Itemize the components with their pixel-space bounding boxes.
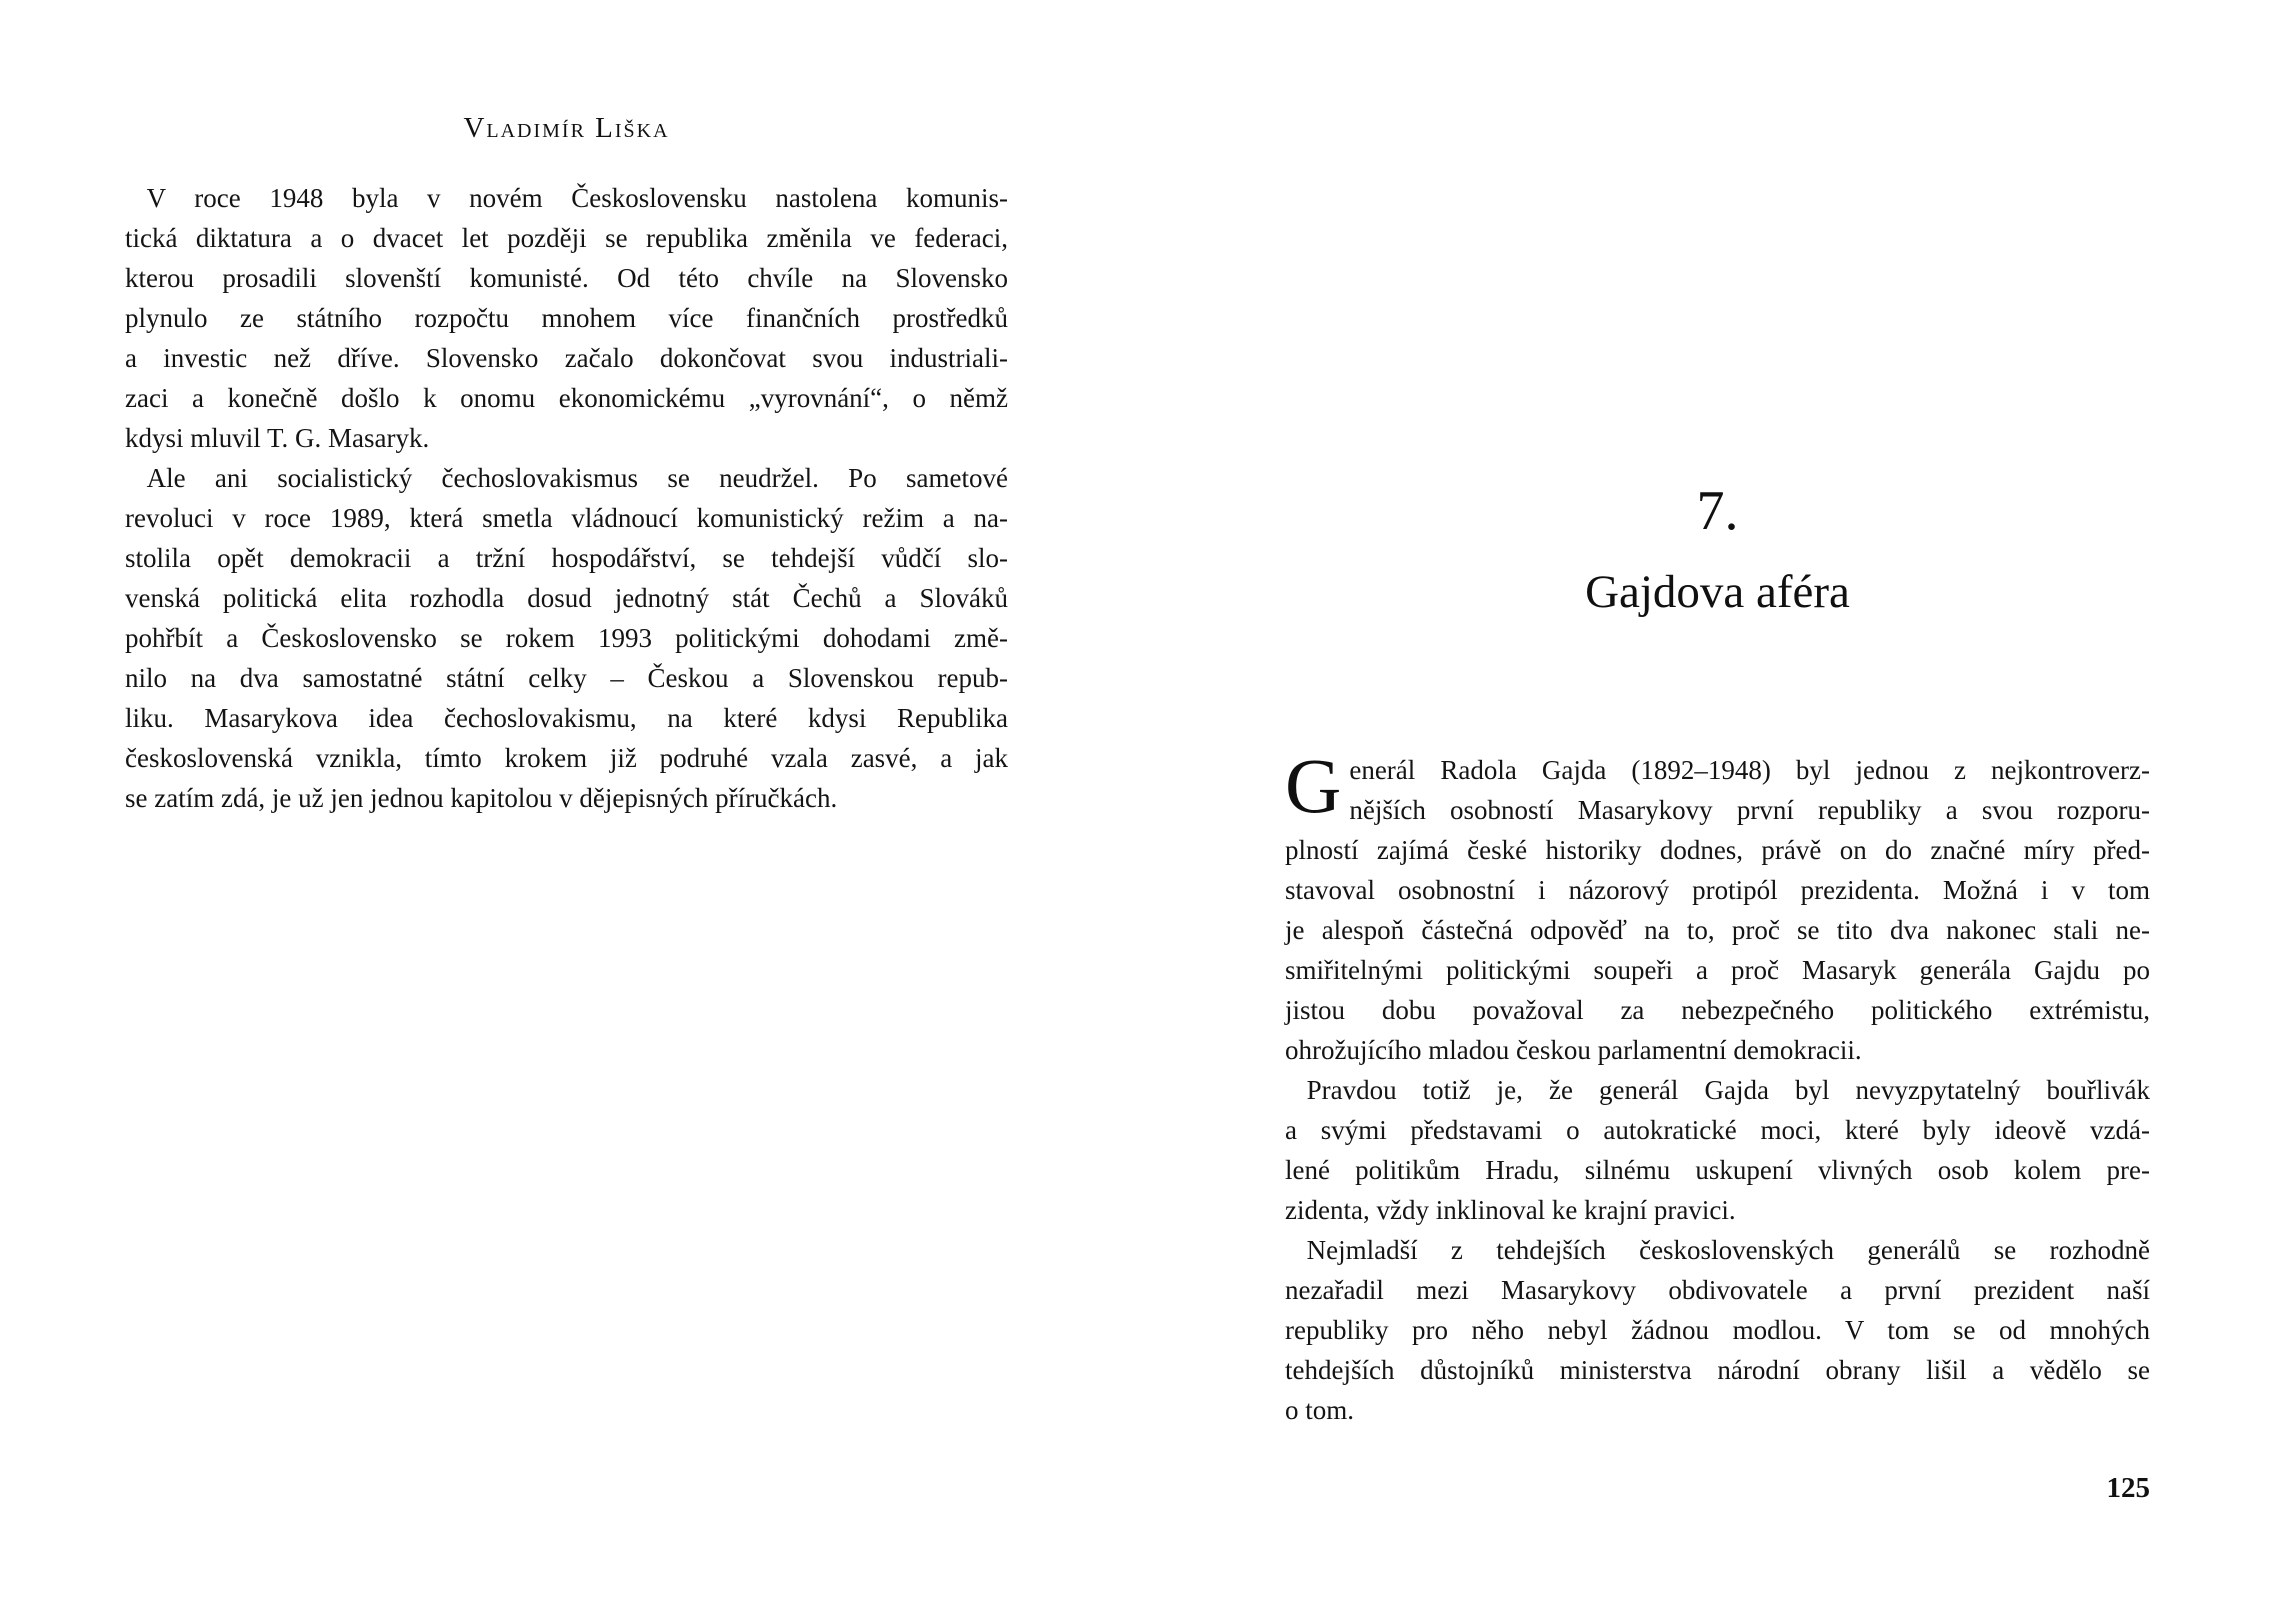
- text-line: a svými představami o autokratické moci, které byly ideově vzdá-: [1285, 1115, 2150, 1145]
- chapter-heading: [1285, 480, 2150, 620]
- text-line: československá vznikla, tímto krokem již podruhé vzala zasvé, a jak: [125, 743, 1008, 773]
- text-line: republiky pro něho nebyl žádnou modlou. V tom se od mnohých: [1285, 1315, 2150, 1345]
- text-line: jistou dobu považoval za nebezpečného politického extrémistu,: [1285, 995, 2150, 1025]
- text-line: plností zajímá české historiky dodnes, právě on do značné míry před-: [1285, 835, 2150, 865]
- right-text-block: [1285, 742, 2150, 1430]
- paragraph-lines: [125, 458, 1008, 818]
- drop-cap: G: [1285, 742, 1342, 829]
- text-line: o tom.: [1285, 1395, 1355, 1425]
- text-line: zidenta, vždy inklinoval ke krajní pravici.: [1285, 1195, 1736, 1225]
- text-line: a investic než dříve. Slovensko začalo dokončovat svou industriali-: [125, 343, 1008, 373]
- chapter-title: Gajdova aféra: [1585, 566, 1850, 618]
- text-line: enerál Radola Gajda (1892–1948) byl jednou z nejkontroverz-: [1349, 755, 2150, 785]
- text-line: venská politická elita rozhodla dosud jednotný stát Čechů a Slováků: [125, 583, 1008, 613]
- left-paragraph-1: [125, 178, 1008, 458]
- text-line: Ale ani socialistický čechoslovakismus se neudržel. Po sametové: [146, 463, 1008, 493]
- text-line: se zatím zdá, je už jen jednou kapitolou v dějepisných příručkách.: [125, 783, 838, 813]
- text-line: revoluci v roce 1989, která smetla vládnoucí komunistický režim a na-: [125, 503, 1008, 533]
- text-line: kterou prosadili slovenští komunisté. Od této chvíle na Slovensko: [125, 263, 1008, 293]
- text-line: stavoval osobnostní i názorový protipól prezidenta. Možná i v tom: [1285, 875, 2150, 905]
- chapter-number: 7.: [1696, 480, 1739, 542]
- text-line: kdysi mluvil T. G. Masaryk.: [125, 423, 430, 453]
- left-paragraph-2: [125, 458, 1008, 818]
- paragraph-lines: [125, 178, 1008, 458]
- page-number: 125: [2106, 1472, 2150, 1504]
- running-header: Vladimír Liška: [463, 112, 670, 144]
- paragraph-lines: [1285, 1070, 2150, 1230]
- text-line: Nejmladší z tehdejších československých generálů se rozhodně: [1306, 1235, 2150, 1265]
- right-paragraph-3: [1285, 1230, 2150, 1430]
- text-line: liku. Masarykova idea čechoslovakismu, na které kdysi Republika: [125, 703, 1008, 733]
- text-line: pohřbít a Československo se rokem 1993 politickými dohodami změ-: [125, 623, 1008, 653]
- left-text-block: [125, 178, 1008, 818]
- text-line: zaci a konečně došlo k onomu ekonomickému „vyrovnání“, o němž: [125, 383, 1008, 413]
- text-line: nilo na dva samostatné státní celky – Českou a Slovenskou repub-: [125, 663, 1008, 693]
- text-line: Pravdou totiž je, že generál Gajda byl nevyzpytatelný bouřlivák: [1306, 1075, 2150, 1105]
- text-line: tická diktatura a o dvacet let později se republika změnila ve federaci,: [125, 223, 1008, 253]
- right-paragraph-2: [1285, 1070, 2150, 1230]
- text-line: nějších osobností Masarykovy první republiky a svou rozporu-: [1349, 795, 2150, 825]
- text-line: plynulo ze státního rozpočtu mnohem více finančních prostředků: [125, 303, 1008, 333]
- paragraph-lines: [1285, 1230, 2150, 1430]
- paragraph-lines: [1285, 742, 2150, 1070]
- text-line: tehdejších důstojníků ministerstva národní obrany lišil a vědělo se: [1285, 1355, 2150, 1385]
- text-line: smiřitelnými politickými soupeři a proč Masaryk generála Gajdu po: [1285, 955, 2150, 985]
- text-line: V roce 1948 byla v novém Československu nastolena komunis-: [146, 183, 1008, 213]
- text-line: stolila opět demokracii a tržní hospodářství, se tehdejší vůdčí slo-: [125, 543, 1008, 573]
- right-page: [1142, 0, 2284, 1615]
- text-line: nezařadil mezi Masarykovy obdivovatele a první prezident naší: [1285, 1275, 2150, 1305]
- text-line: lené politikům Hradu, silnému uskupení vlivných osob kolem pre-: [1285, 1155, 2150, 1185]
- text-line: je alespoň částečná odpověď na to, proč se tito dva nakonec stali ne-: [1285, 915, 2150, 945]
- text-line: ohrožujícího mladou českou parlamentní demokracii.: [1285, 1035, 1862, 1065]
- right-paragraph-1: [1285, 742, 2150, 1070]
